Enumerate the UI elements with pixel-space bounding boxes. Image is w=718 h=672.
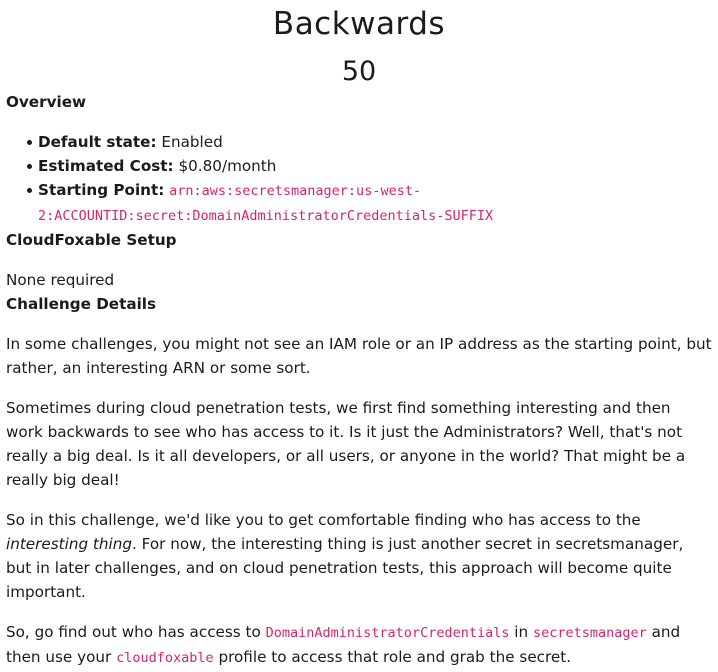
setup-heading: CloudFoxable Setup — [6, 231, 177, 249]
paragraph-text: in — [509, 623, 533, 641]
challenge-page — [0, 4, 718, 670]
paragraph-text: So, go find out who has access to — [6, 623, 266, 641]
page-title: Backwards — [272, 6, 446, 42]
emphasis-text: interesting thing — [6, 535, 132, 553]
starting-point-label: Starting Point: — [38, 181, 165, 199]
details-paragraph-1: In some challenges, you might not see an IAM role or an IP address as the starting point, but rather, an interesting ARN or some sort. — [6, 335, 712, 377]
details-heading: Challenge Details — [6, 295, 157, 313]
profile-name-code: cloudfoxable — [116, 650, 214, 666]
default-state-value: Enabled — [161, 133, 223, 151]
estimated-cost-value: $0.80/month — [178, 157, 277, 175]
list-item — [26, 178, 712, 228]
overview-heading: Overview — [6, 93, 87, 111]
points-value: 50 — [341, 56, 377, 87]
paragraph-text: So in this challenge, we'd like you to get comfortable finding who has access to the — [6, 511, 641, 529]
default-state-label: Default state: — [38, 133, 157, 151]
details-paragraph-4 — [6, 620, 712, 670]
secret-name-code: DomainAdministratorCredentials — [265, 625, 510, 641]
service-name-code: secretsmanager — [533, 625, 647, 641]
list-item — [26, 130, 712, 154]
starting-point-arn-line1: arn:aws:secretsmanager:us-west- — [169, 183, 422, 199]
list-item — [26, 154, 712, 178]
paragraph-text: and then use your — [6, 623, 681, 666]
details-paragraph-3 — [6, 508, 712, 604]
paragraph-text: profile to access that role and grab the secret. — [213, 648, 572, 666]
setup-text: None required — [6, 271, 115, 289]
paragraph-text: . For now, the interesting thing is just another secret in secretsmanager, but in later challenges, and on cloud penetration tests, this approach will become quite important. — [6, 535, 684, 601]
starting-point-arn-line2: 2:ACCOUNTID:secret:DomainAdministratorCredentials-SUFFIX — [38, 208, 494, 224]
overview-list — [6, 130, 712, 228]
details-paragraph-2: Sometimes during cloud penetration tests, we first find something interesting and then work backwards to see who has access to it. Is it just the Administrators? Well, that's not really a big deal. Is it all developers, or all users, or anyone in the world? That might be a really big deal! — [6, 399, 686, 489]
estimated-cost-label: Estimated Cost: — [38, 157, 174, 175]
